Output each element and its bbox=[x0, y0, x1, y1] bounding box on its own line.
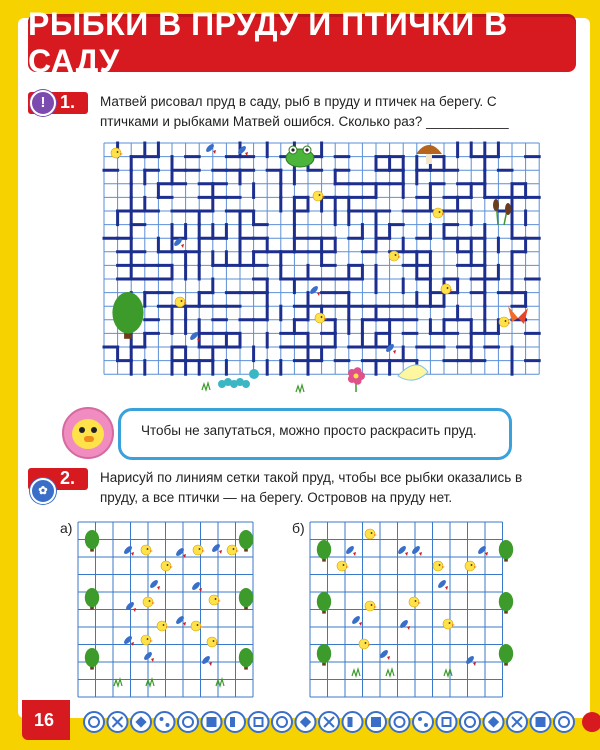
footer-pattern-circle bbox=[366, 712, 386, 732]
flowers-icon: ✿ bbox=[30, 478, 56, 504]
page-title: РЫБКИ В ПРУДУ И ПТИЧКИ В САДУ bbox=[28, 6, 508, 79]
footer-pattern-circle bbox=[249, 712, 269, 732]
task1-number: 1. bbox=[60, 92, 76, 112]
footer-red-dot bbox=[582, 712, 600, 732]
exclamation-icon: ! bbox=[30, 90, 56, 116]
footer-pattern-circle bbox=[202, 712, 222, 732]
footer-pattern-circle bbox=[319, 712, 339, 732]
grid-b-label: б) bbox=[292, 520, 305, 536]
footer-pattern-circle bbox=[554, 712, 574, 732]
footer-pattern-circle bbox=[108, 712, 128, 732]
footer-pattern-circle bbox=[507, 712, 527, 732]
task1-text-line2: птичками и рыбками Матвей ошибся. Сколько раз? ___________ bbox=[100, 114, 509, 129]
footer-pattern-circle bbox=[343, 712, 363, 732]
task2-text-line1: Нарисуй по линиям сетки такой пруд, чтобы все рыбки оказались в bbox=[100, 470, 523, 485]
footer-pattern-circle bbox=[84, 712, 104, 732]
footer-pattern-circle bbox=[531, 712, 551, 732]
task2-number: 2. bbox=[60, 468, 76, 488]
footer-pattern-circle bbox=[272, 712, 292, 732]
footer-pattern-circle bbox=[484, 712, 504, 732]
task2-text-line2: пруду, а все птички — на берегу. Островов на пруду нет. bbox=[100, 490, 453, 505]
footer-pattern-circle bbox=[460, 712, 480, 732]
hint-text: Чтобы не запутаться, можно просто раскрасить пруд. bbox=[141, 423, 477, 438]
footer-pattern-circle bbox=[296, 712, 316, 732]
footer-pattern-circle bbox=[131, 712, 151, 732]
footer-pattern-circle bbox=[437, 712, 457, 732]
footer-pattern-circle bbox=[178, 712, 198, 732]
footer-pattern-circle bbox=[413, 712, 433, 732]
footer-pattern-circle bbox=[225, 712, 245, 732]
page-number: 16 bbox=[34, 710, 55, 730]
grid-a-label: а) bbox=[60, 520, 73, 536]
footer-pattern-circle bbox=[390, 712, 410, 732]
task1-text-line1: Матвей рисовал пруд в саду, рыб в пруду и птичек на берегу. С bbox=[100, 94, 497, 109]
footer-pattern-circle bbox=[155, 712, 175, 732]
